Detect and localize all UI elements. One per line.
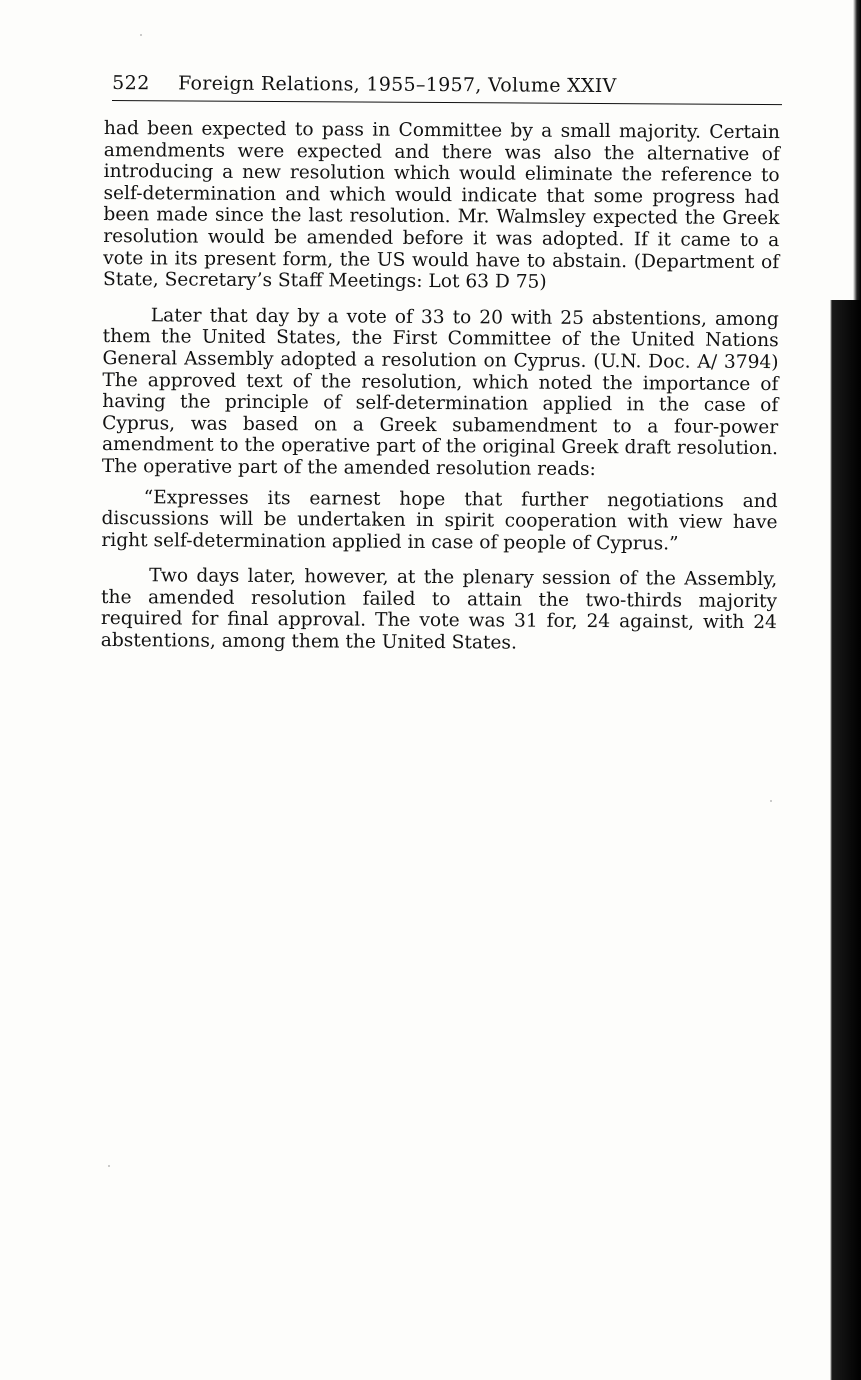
paragraph-plenary-vote: Two days later, however, at the plenary session of the Assembly, the amended resolution failed to attain the two-thirds majority required for final approval. The vote was 31 for, 24 against, with 24 abstentions, among them the United States.: [100, 565, 778, 654]
scan-speck: [770, 800, 772, 802]
scan-dark-edge-upper: [828, 0, 861, 300]
scan-speck: [140, 34, 142, 36]
page-number: 522: [112, 72, 150, 95]
scan-speck: [108, 1165, 110, 1167]
paragraph-committee-vote: Later that day by a vote of 33 to 20 with 25 abstentions, among them the United States, the First Committee of the United Nations General Assembly adopted a resolution on Cyprus. (U.N. Doc. A/ 3794) The approved text of the resolution, which noted the importance of having the principle of self-determination applied in the case of Cyprus, was based on a Greek subamendment to a four-power amendment to the operative part of the original Greek draft resolution. The operative part of the amended resolution reads:: [101, 305, 779, 480]
paragraph-continuation: had been expected to pass in Committee by a small majority. Certain amendments were expected and there was also the alternative of introducing a new resolution which would eliminate the reference to self-determination and which would indicate that some progress had been made since the last resolution. Mr. Walmsley expected the Greek resolution would be amended before it was adopted. If it came to a vote in its present form, the US would have to abstain. (Department of State, Secretary’s Staff Meetings: Lot 63 D 75): [102, 118, 780, 293]
body-text: [101, 118, 780, 656]
running-title: Foreign Relations, 1955–1957, Volume XXIV: [178, 72, 617, 98]
running-header: [112, 70, 782, 105]
quoted-resolution: “Expresses its earnest hope that further negotiations and discussions will be undertaken in spirit cooperation with view have right self-determination applied in case of people of Cyprus.”: [101, 486, 778, 555]
